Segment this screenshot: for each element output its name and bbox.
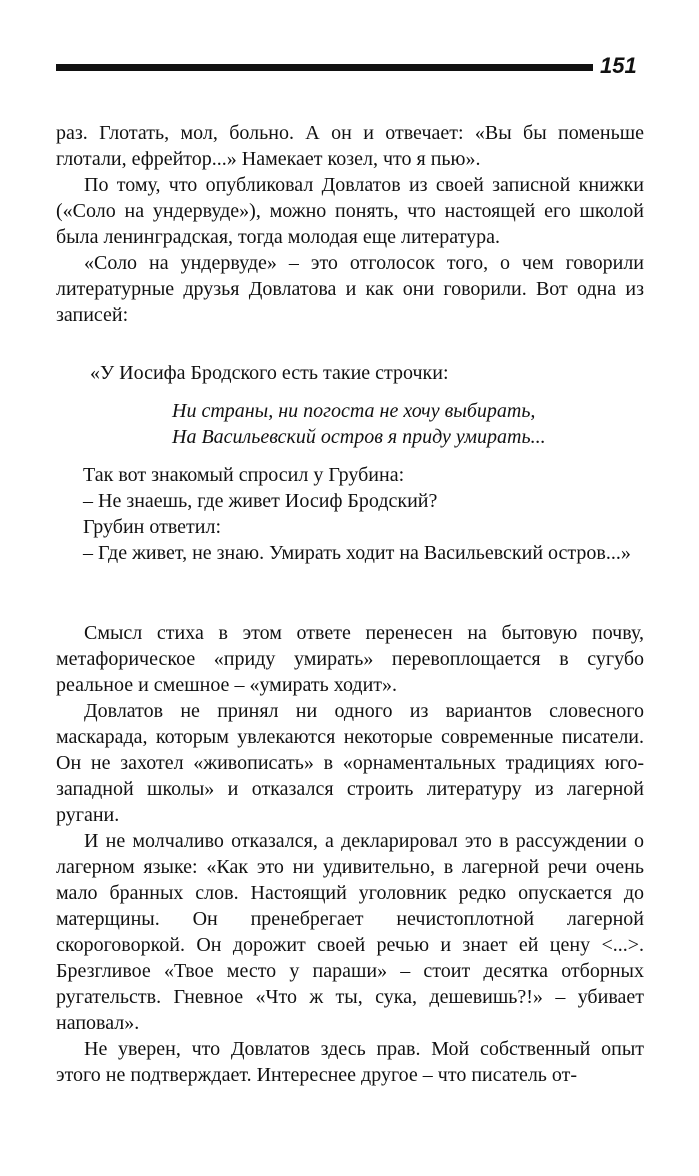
poem-line: Ни страны, ни погоста не хочу выбирать, — [172, 400, 536, 422]
paragraph: Смысл стиха в этом ответе перенесен на бытовую почву, метафорическое «приду умирать» перевоплощается в сугубо реальное и смешное – «умирать ходит». — [56, 622, 644, 696]
dialog-line: – Не знаешь, где живет Иосиф Бродский? — [83, 490, 438, 512]
header-rule — [56, 64, 593, 71]
text-block-bottom — [56, 620, 644, 1088]
quote-intro: «У Иосифа Бродского есть такие строчки: — [90, 362, 449, 384]
paragraph: «Соло на ундервуде» – это отголосок того, о чем говорили литературные друзья Довлатова и как они говорили. Вот одна из записей: — [56, 252, 644, 326]
dialog-line: Грубин ответил: — [83, 516, 222, 538]
paragraph: Не уверен, что Довлатов здесь прав. Мой собственный опыт этого не подтверждает. Интереснее другое – что писатель от- — [56, 1038, 644, 1086]
poem-line: На Васильевский остров я приду умирать... — [172, 426, 546, 448]
paragraph: Довлатов не принял ни одного из вариантов словесного маскарада, которым увлекаются некоторые современные писатели. Он не захотел «живописать» в «орнаментальных традициях юго-западной школы» и отказался строить литературу из лагерной ругани. — [56, 700, 644, 826]
poem — [172, 398, 546, 450]
page-number: 151 — [600, 53, 637, 78]
text-block-top — [56, 120, 644, 328]
paragraph: И не молчаливо отказался, а декларировал это в рассуждении о лагерном языке: «Как это ни удивительно, в лагерной речи очень мало бранных слов. Настоящий уголовник редко опускается до матерщины. Он пренебрегает нечистоплотной лагерной скороговоркой. Он дорожит своей речью и знает ей цену <...>. Брезгливое «Твое место у параши» – стоит десятка отборных ругательств. Гневное «Что ж ты, сука, дешевишь?!» – убивает наповал». — [56, 830, 644, 1034]
paragraph: раз. Глотать, мол, больно. А он и отвечает: «Вы бы поменьше глотали, ефрейтор...» Намекает козел, что я пью». — [56, 122, 644, 170]
paragraph: По тому, что опубликовал Довлатов из своей записной книжки («Соло на ундервуде»), можно понять, что настоящей его школой была ленинградская, тогда молодая еще литература. — [56, 174, 644, 248]
dialog-line: – Где живет, не знаю. Умирать ходит на Васильевский остров...» — [83, 542, 631, 564]
dialog-block — [83, 462, 644, 566]
dialog-line: Так вот знакомый спросил у Грубина: — [83, 464, 405, 486]
